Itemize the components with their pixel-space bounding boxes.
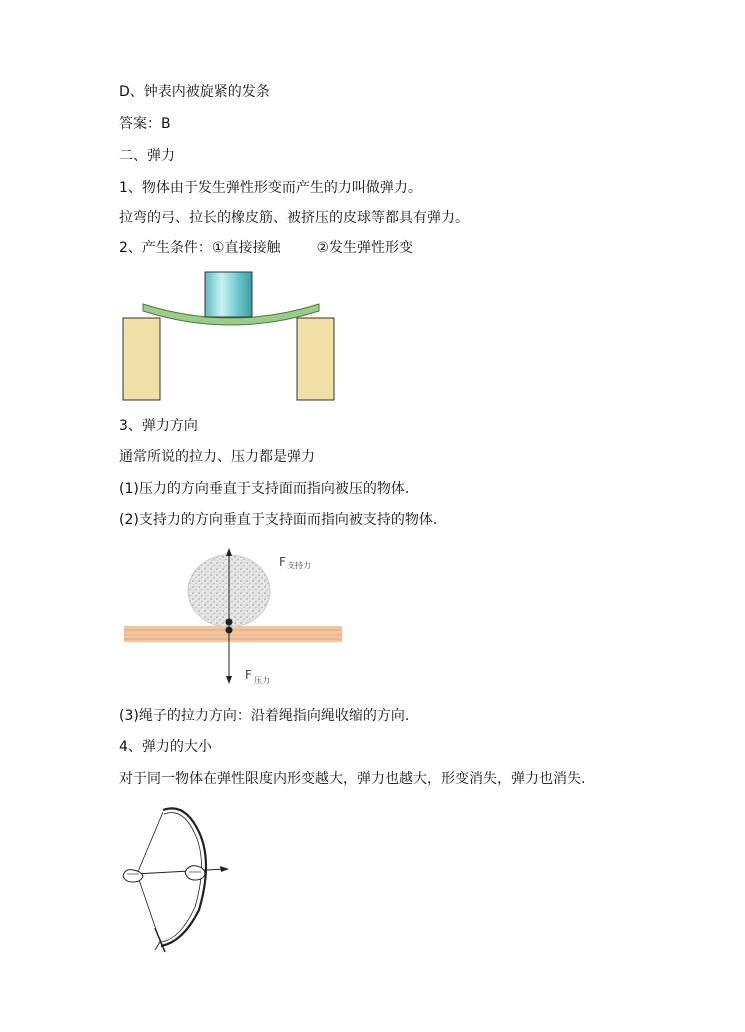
direction-heading: 3、弹力方向 — [119, 418, 198, 434]
contact-point-upper — [226, 619, 233, 626]
pressure-direction-text: (1)压力的方向垂直于支持面而指向被压的物体. — [119, 481, 410, 497]
contact-point-lower — [226, 627, 233, 634]
left-support-block — [123, 318, 160, 400]
support-force-label: F — [279, 555, 286, 569]
support-force-subscript: 支持力 — [287, 561, 311, 570]
condition-text — [119, 239, 413, 257]
option-d-text: D、钟表内被旋紧的发条 — [119, 84, 270, 100]
magnitude-text: 对于同一物体在弹性限度内形变越大，弹力也越大，形变消失，弹力也消失. — [119, 771, 586, 787]
pressure-force-label: F — [245, 668, 252, 682]
condition-part-2: ②发生弹性形变 — [316, 240, 414, 256]
pressure-force-arrowhead — [226, 676, 232, 684]
definition-text: 1、物体由于发生弹性形变而产生的力叫做弹力。 — [119, 180, 422, 196]
section-heading-elastic-force: 二、弹力 — [119, 148, 175, 164]
support-direction-text: (2)支持力的方向垂直于支持面而指向被支持的物体. — [119, 512, 438, 528]
right-support-block — [297, 318, 334, 400]
pressure-force-subscript: 压力 — [254, 676, 270, 685]
arrow-shaft — [135, 869, 225, 874]
magnitude-heading: 4、弹力的大小 — [119, 739, 212, 755]
bow-and-arrow-figure — [115, 800, 245, 955]
rope-direction-text: (3)绳子的拉力方向：沿着绳指向绳收缩的方向. — [119, 708, 410, 724]
wooden-board — [124, 626, 342, 642]
ball-force-figure — [120, 544, 350, 689]
support-force-arrowhead — [226, 548, 232, 556]
cylinder-weight — [205, 272, 252, 317]
answer-text: 答案：B — [119, 116, 171, 132]
bow-hand — [185, 866, 205, 880]
condition-part-1: 2、产生条件：①直接接触 — [119, 240, 281, 256]
direction-intro: 通常所说的拉力、压力都是弹力 — [119, 449, 315, 465]
bow-string-upper — [137, 812, 163, 874]
arrow-head — [220, 866, 229, 872]
examples-text: 拉弯的弓、拉长的橡皮筋、被挤压的皮球等都具有弹力。 — [119, 210, 469, 226]
bent-plank-figure — [115, 262, 345, 407]
drawing-hand — [123, 870, 143, 882]
